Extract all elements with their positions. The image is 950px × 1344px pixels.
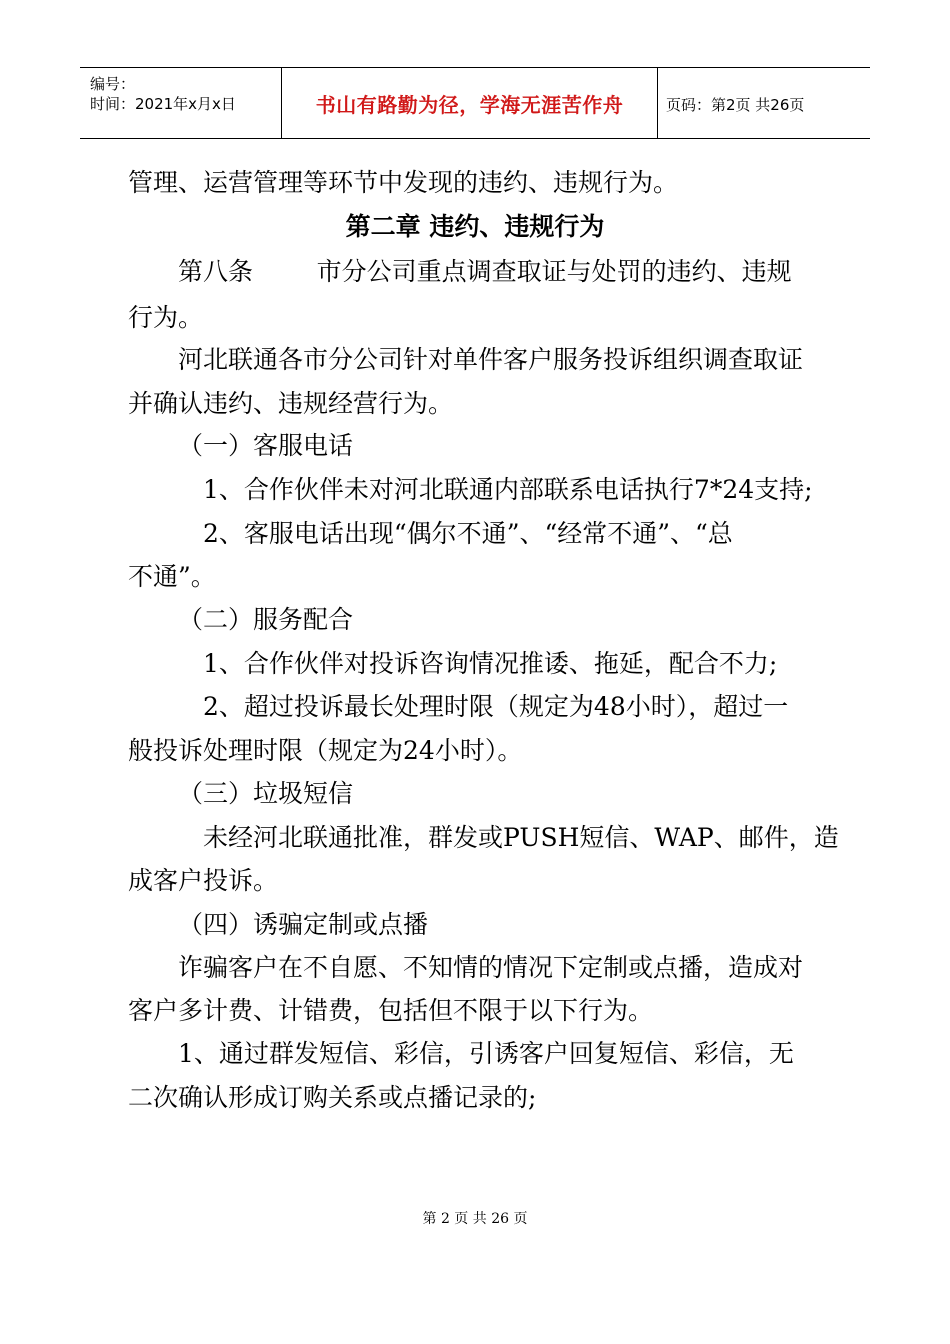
header-page-info: 页码：第2页 共26页 xyxy=(666,96,805,114)
body-line: 并确认违约、违规经营行为。 xyxy=(128,389,454,418)
list-item: 1、合作伙伴未对河北联通内部联系电话执行7*24支持; xyxy=(203,475,813,504)
body-line: 客户多计费、计错费，包括但不限于以下行为。 xyxy=(128,996,654,1025)
section-heading: （二）服务配合 xyxy=(178,605,354,634)
list-item: 1、通过群发短信、彩信，引诱客户回复短信、彩信，无 xyxy=(178,1039,794,1068)
document-header xyxy=(80,67,870,139)
section-heading: （四）诱骗定制或点播 xyxy=(178,910,429,939)
section-heading: （一）客服电话 xyxy=(178,431,354,460)
section-heading: （三）垃圾短信 xyxy=(178,779,354,808)
list-item: 1、合作伙伴对投诉咨询情况推诿、拖延，配合不力; xyxy=(203,649,778,678)
body-line: 河北联通各市分公司针对单件客户服务投诉组织调查取证 xyxy=(178,345,804,374)
serial-number-label: 编号： xyxy=(90,75,136,93)
list-item: 2、客服电话出现“偶尔不通”、“经常不通”、“总 xyxy=(203,519,733,548)
header-meta-cell xyxy=(80,68,282,138)
body-line: 行为。 xyxy=(128,303,204,332)
body-line: 未经河北联通批准，群发或PUSH短信、WAP、邮件，造 xyxy=(203,823,839,852)
chapter-title: 第二章 违约、违规行为 xyxy=(345,212,605,241)
date-label: 时间：2021年x月x日 xyxy=(90,95,236,113)
body-line: 二次确认形成订购关系或点播记录的; xyxy=(128,1083,537,1112)
page-footer: 第 2 页 共 26 页 xyxy=(422,1211,528,1227)
body-line: 诈骗客户在不自愿、不知情的情况下定制或点播，造成对 xyxy=(178,953,804,982)
body-line: 不通”。 xyxy=(128,562,216,591)
motto-text: 书山有路勤为径，学海无涯苦作舟 xyxy=(315,93,624,117)
header-motto-cell xyxy=(282,68,658,138)
article-heading: 第八条 市分公司重点调查取证与处罚的违约、违规 xyxy=(178,257,792,286)
list-item: 2、超过投诉最长处理时限（规定为48小时），超过一 xyxy=(203,692,789,721)
body-line: 管理、运营管理等环节中发现的违约、违规行为。 xyxy=(128,168,679,197)
header-page-cell xyxy=(658,68,870,138)
body-line: 成客户投诉。 xyxy=(128,866,279,895)
body-line: 般投诉处理时限（规定为24小时）。 xyxy=(128,736,523,765)
